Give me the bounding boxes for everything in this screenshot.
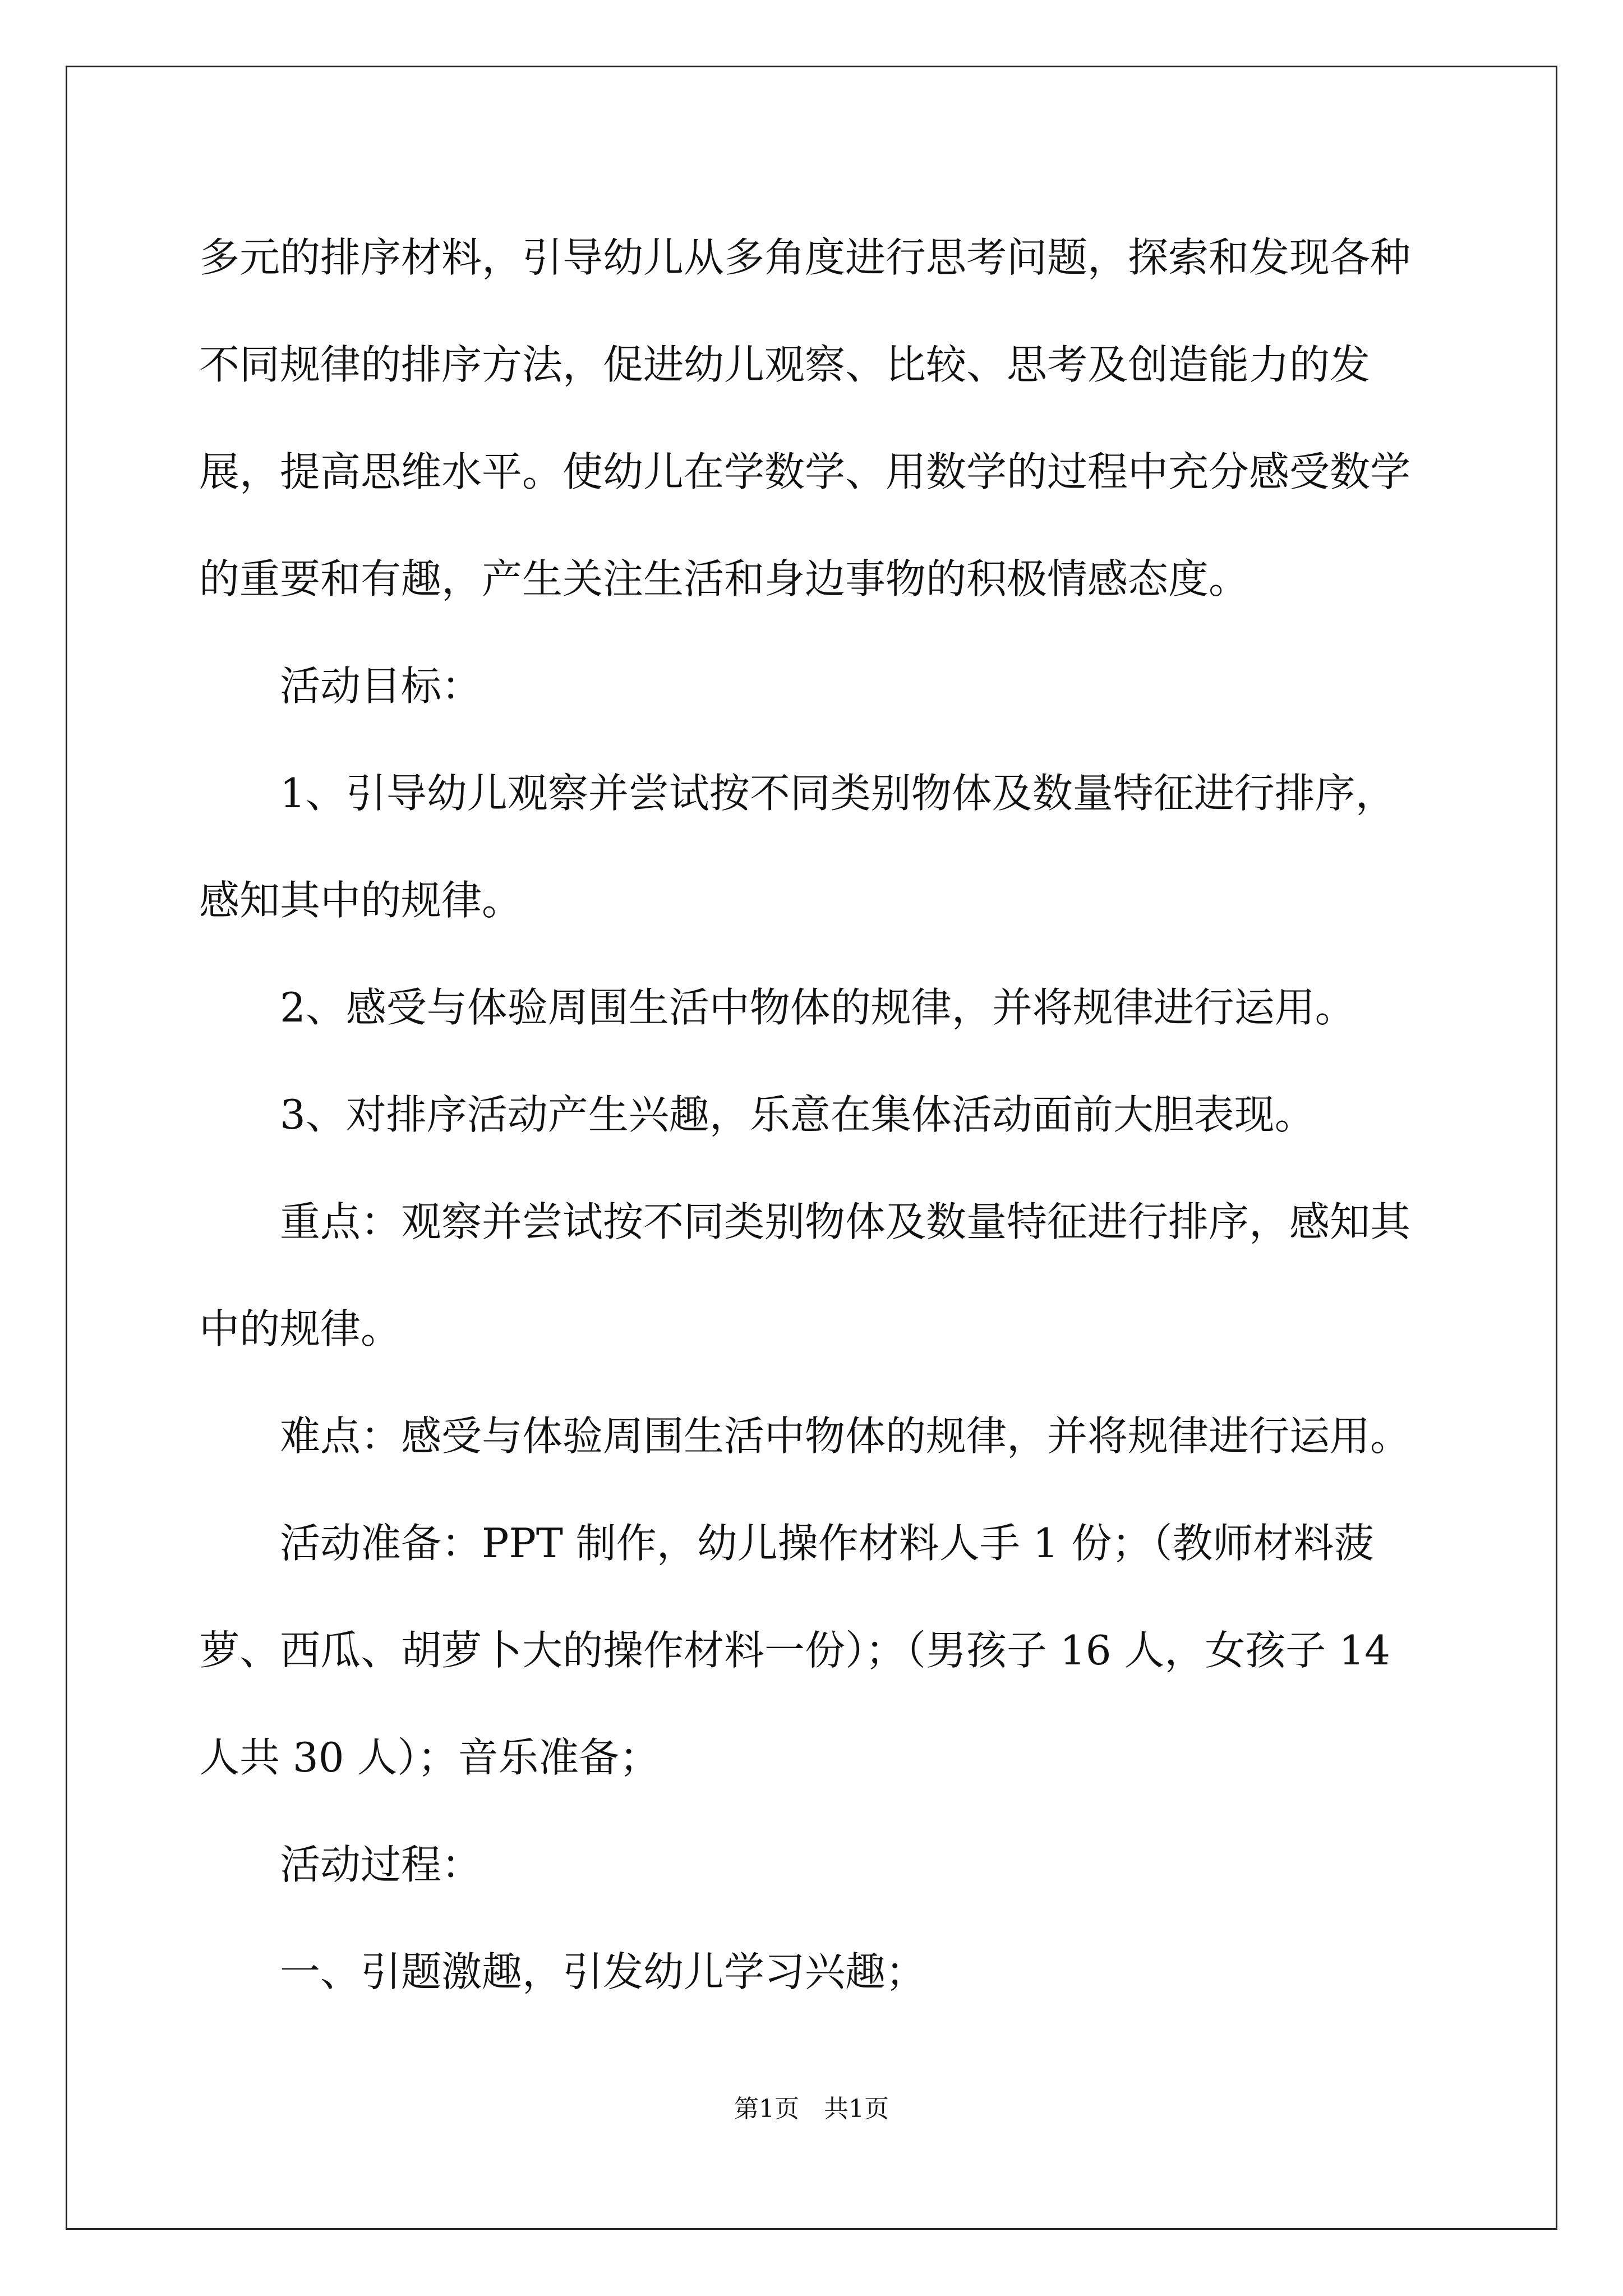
paragraph-goal-2: 2、感受与体验周围生活中物体的规律，并将规律进行运用。 [280,984,1355,1031]
paragraph-goal-3: 3、对排序活动产生兴趣，乐意在集体活动面前大胆表现。 [280,1091,1315,1138]
paragraph-key-point: 重点：观察并尝试按不同类别物体及数量特征进行排序，感知其中的规律。 [199,1198,1411,1352]
document-body [199,204,1427,2026]
paragraph-activity-goals-heading: 活动目标： [280,662,482,710]
paragraph-preparation: 活动准备：PPT 制作，幼儿操作材料人手 1 份；（教师材料菠萝、西瓜、胡萝卜大的操作材料一份）；（男孩子 16 人，女孩子 14 人共 30 人）；音乐准备； [199,1520,1390,1781]
paragraph-process-heading: 活动过程： [280,1841,482,1888]
paragraph-step-1: 一、引题激趣，引发幼儿学习兴趣； [280,1948,926,1995]
page-footer: 第1页 共1页 [734,2095,889,2123]
paragraph-difficulty: 难点：感受与体验周围生活中物体的规律，并将规律进行运用。 [280,1412,1411,1460]
paragraph-intro: 多元的排序材料，引导幼儿从多角度进行思考问题，探索和发现各种不同规律的排序方法，促进幼儿观察、比较、思考及创造能力的发展，提高思维水平。使幼儿在学数学、用数学的过程中充分感受数学的重要和有趣，产生关注生活和身边事物的积极情感态度。 [199,234,1411,602]
paragraph-goal-1: 1、引导幼儿观察并尝试按不同类别物体及数量特征进行排序，感知其中的规律。 [199,770,1396,924]
